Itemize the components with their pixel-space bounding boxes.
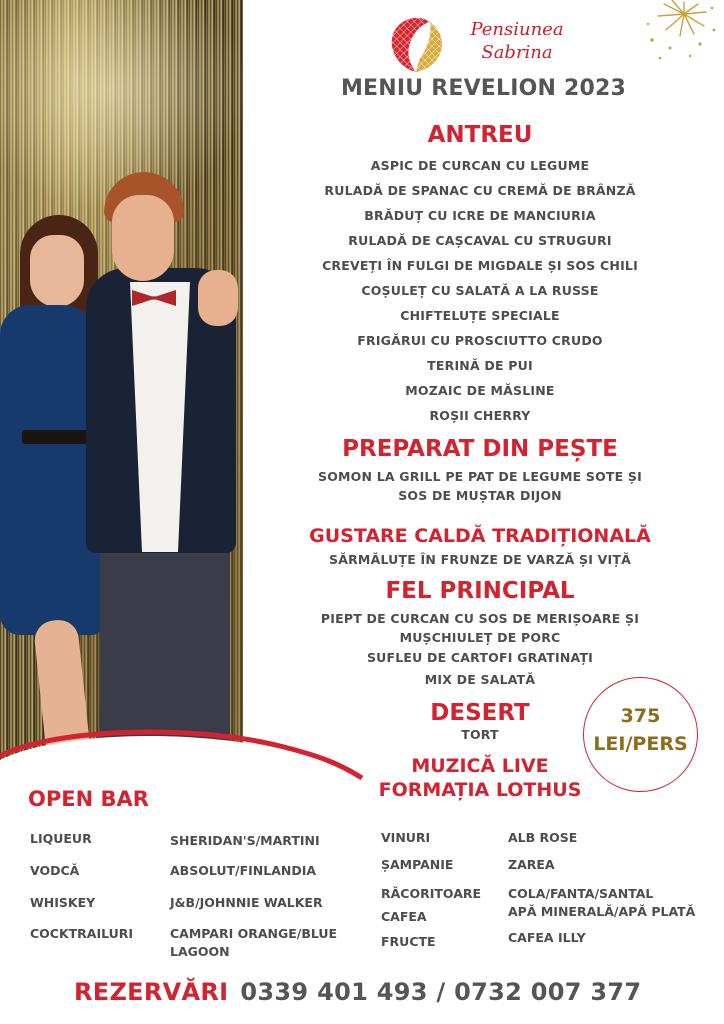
muzica-line2: FORMAȚIA LOTHUS (378, 779, 582, 801)
bar-label: VINURI (381, 830, 431, 845)
brand-name-line2: Sabrina (481, 42, 553, 63)
firework-icon (640, 0, 724, 70)
brand-name-line1: Pensiunea (470, 19, 564, 40)
open-bar-heading: OPEN BAR (28, 787, 149, 811)
bar-label: FRUCTE (381, 934, 436, 949)
reservations-label: REZERVĂRI (74, 978, 229, 1006)
page-title: MENIU REVELION 2023 (340, 76, 627, 101)
bar-value: CAMPARI ORANGE/BLUE (170, 926, 338, 941)
list-item: RULADĂ DE SPANAC CU CREMĂ DE BRÂNZĂ (324, 183, 636, 198)
reservations (74, 978, 641, 1006)
list-item: BRĂDUȚ CU ICRE DE MANCIURIA (364, 208, 596, 223)
bar-value: ABSOLUT/FINLANDIA (170, 863, 317, 878)
fel-item-salata: MIX DE SALATĂ (424, 672, 536, 687)
desert-description: TORT (461, 727, 499, 742)
bar-value: J&B/JOHNNIE WALKER (170, 895, 323, 910)
bar-value: LAGOON (170, 944, 230, 959)
brand-name (452, 18, 582, 64)
peste-heading: PREPARAT DIN PEȘTE (342, 436, 618, 462)
fel-line2: MUȘCHIULEȚ DE PORC (399, 630, 561, 645)
party-photo (0, 0, 243, 800)
list-item: FRIGĂRUI CU PROSCIUTTO CRUDO (357, 333, 603, 348)
bar-label: CAFEA (381, 909, 427, 924)
peste-line2: SOS DE MUȘTAR DIJON (398, 488, 562, 503)
list-item: RULADĂ DE CAȘCAVAL CU STRUGURI (348, 233, 612, 248)
desert-heading: DESERT (430, 700, 530, 726)
fel-line1: PIEPT DE CURCAN CU SOS DE MERIȘOARE ȘI (320, 611, 640, 626)
bar-value: CAFEA ILLY (508, 930, 586, 945)
list-item: ASPIC DE CURCAN CU LEGUME (370, 158, 590, 173)
list-item: MOZAIC DE MĂSLINE (405, 383, 555, 398)
bar-value: COLA/FANTA/SANTAL (508, 886, 654, 901)
bar-label: WHISKEY (30, 895, 96, 910)
list-item: TERINĂ DE PUI (427, 358, 533, 373)
diamond-logo-icon (386, 14, 446, 74)
bar-label: RĂCORITOARE (381, 886, 482, 901)
antreu-list (243, 156, 717, 431)
muzica-line1: MUZICĂ LIVE (411, 755, 549, 777)
muzica-live (330, 754, 630, 802)
list-item: CREVEȚI ÎN FULGI DE MIGDALE ȘI SOS CHILI (322, 258, 638, 273)
price-amount: 375 (620, 705, 661, 727)
bar-value: ALB ROSE (508, 830, 578, 845)
list-item: COȘULEȚ CU SALATĂ A LA RUSSE (361, 283, 599, 298)
bar-value: APĂ MINERALĂ/APĂ PLATĂ (508, 904, 696, 919)
fel-principal-heading: FEL PRINCIPAL (385, 578, 575, 604)
fel-principal-description (300, 609, 660, 647)
antreu-heading: ANTREU (427, 122, 533, 148)
fel-item-sufleu: SUFLEU DE CARTOFI GRATINAȚI (366, 650, 594, 665)
list-item: CHIFTELUȚE SPECIALE (400, 308, 560, 323)
peste-description (300, 467, 660, 505)
bar-label: VODCĂ (30, 863, 80, 878)
bar-label: LIQUEUR (30, 831, 92, 846)
peste-line1: SOMON LA GRILL PE PAT DE LEGUME SOTE ȘI (318, 469, 642, 484)
bar-label: COCKTRAILURI (30, 926, 134, 941)
gustare-description: SĂRMĂLUȚE ÎN FRUNZE DE VARZĂ ȘI VIȚĂ (329, 552, 631, 567)
bar-value: ZAREA (508, 857, 555, 872)
price-unit: LEI/PERS (593, 733, 688, 755)
bar-value: SHERIDAN'S/MARTINI (170, 833, 320, 848)
reservation-phones[interactable]: 0339 401 493 / 0732 007 377 (240, 978, 642, 1006)
gustare-heading: GUSTARE CALDĂ TRADIȚIONALĂ (309, 525, 651, 547)
bar-label: ȘAMPANIE (381, 857, 454, 872)
list-item: ROȘII CHERRY (429, 408, 531, 423)
